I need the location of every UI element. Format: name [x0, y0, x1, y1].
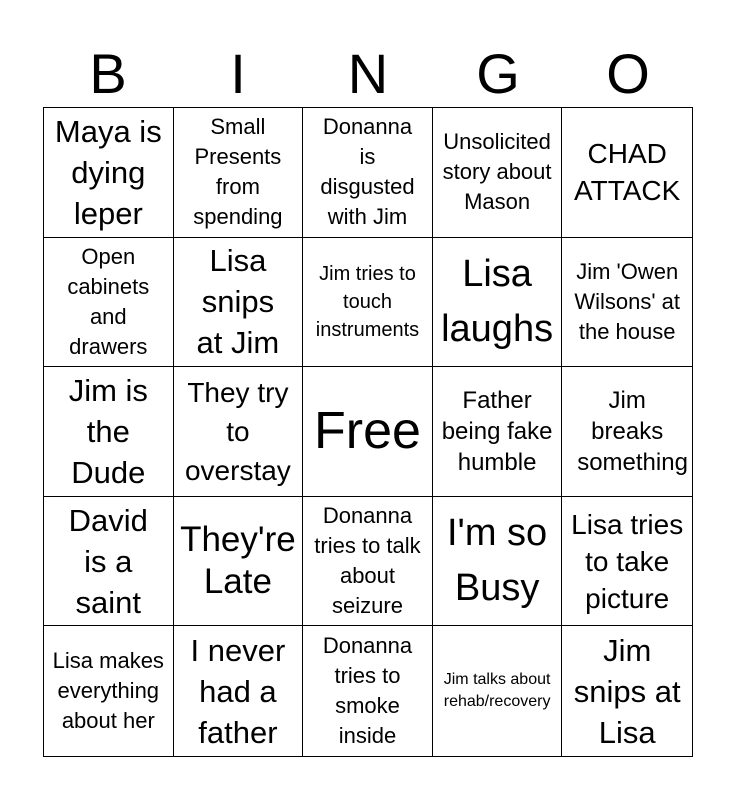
cell-text: I never had a father	[190, 632, 286, 750]
cell-text: Lisa laughs	[441, 252, 554, 350]
bingo-board	[43, 107, 693, 757]
cell-text: I'm so Busy	[447, 512, 548, 610]
cell-text: David is a saint	[68, 502, 148, 620]
header-letter-g: G	[476, 42, 520, 105]
bingo-cell[interactable]	[174, 238, 304, 368]
bingo-cell[interactable]	[44, 108, 174, 238]
bingo-cell[interactable]	[433, 367, 563, 497]
cell-text: CHAD ATTACK	[574, 138, 681, 207]
bingo-cell[interactable]	[44, 497, 174, 627]
cell-text: Jim breaks something	[577, 386, 688, 476]
cell-text: Jim talks about rehab/recovery	[443, 671, 551, 711]
bingo-cell[interactable]	[44, 367, 174, 497]
bingo-cell[interactable]	[174, 497, 304, 627]
cell-text: Lisa snips at Jim	[196, 243, 280, 361]
header-letter-o: O	[606, 42, 650, 105]
bingo-cell[interactable]	[44, 626, 174, 756]
bingo-cell[interactable]	[303, 108, 433, 238]
bingo-cell[interactable]	[433, 108, 563, 238]
bingo-header	[43, 42, 693, 106]
cell-text: Unsolicited story about Mason	[442, 129, 552, 215]
cell-text: Lisa tries to take picture	[571, 508, 684, 614]
bingo-cell[interactable]	[433, 238, 563, 368]
bingo-cell[interactable]	[562, 367, 692, 497]
cell-text: Jim snips at Lisa	[573, 632, 681, 750]
bingo-cell[interactable]	[433, 626, 563, 756]
header-letter-i: I	[230, 42, 246, 105]
cell-text: They're Late	[180, 520, 296, 602]
bingo-cell[interactable]	[562, 108, 692, 238]
cell-text: They try to overstay	[184, 376, 291, 486]
cell-text: Jim is the Dude	[68, 372, 148, 490]
cell-text: Jim 'Owen Wilsons' at the house	[574, 258, 681, 344]
header-letter-n: N	[347, 42, 389, 105]
cell-text: Jim tries to touch instruments	[315, 262, 420, 341]
bingo-cell[interactable]	[562, 238, 692, 368]
cell-text: Open cabinets and drawers	[67, 243, 150, 359]
cell-text: Father being fake humble	[441, 386, 553, 476]
cell-text: Free	[314, 402, 421, 461]
bingo-cell[interactable]	[562, 497, 692, 627]
bingo-cell[interactable]	[174, 367, 304, 497]
bingo-cell[interactable]	[303, 626, 433, 756]
bingo-cell[interactable]	[303, 497, 433, 627]
bingo-cell[interactable]	[562, 626, 692, 756]
cell-text: Donanna tries to talk about seizure	[314, 503, 421, 619]
bingo-cell[interactable]	[44, 238, 174, 368]
bingo-cell[interactable]	[174, 108, 304, 238]
cell-text: Donanna tries to smoke inside	[322, 633, 413, 749]
bingo-cell[interactable]	[433, 497, 563, 627]
cell-text: Lisa makes everything about her	[52, 648, 164, 734]
cell-text: Maya is dying leper	[54, 113, 162, 231]
cell-text: Small Presents from spending	[193, 114, 283, 230]
bingo-cell[interactable]	[303, 367, 433, 497]
bingo-cell[interactable]	[303, 238, 433, 368]
bingo-cell[interactable]	[174, 626, 304, 756]
header-letter-b: B	[89, 42, 127, 105]
cell-text: Donanna is disgusted with Jim	[320, 114, 415, 230]
